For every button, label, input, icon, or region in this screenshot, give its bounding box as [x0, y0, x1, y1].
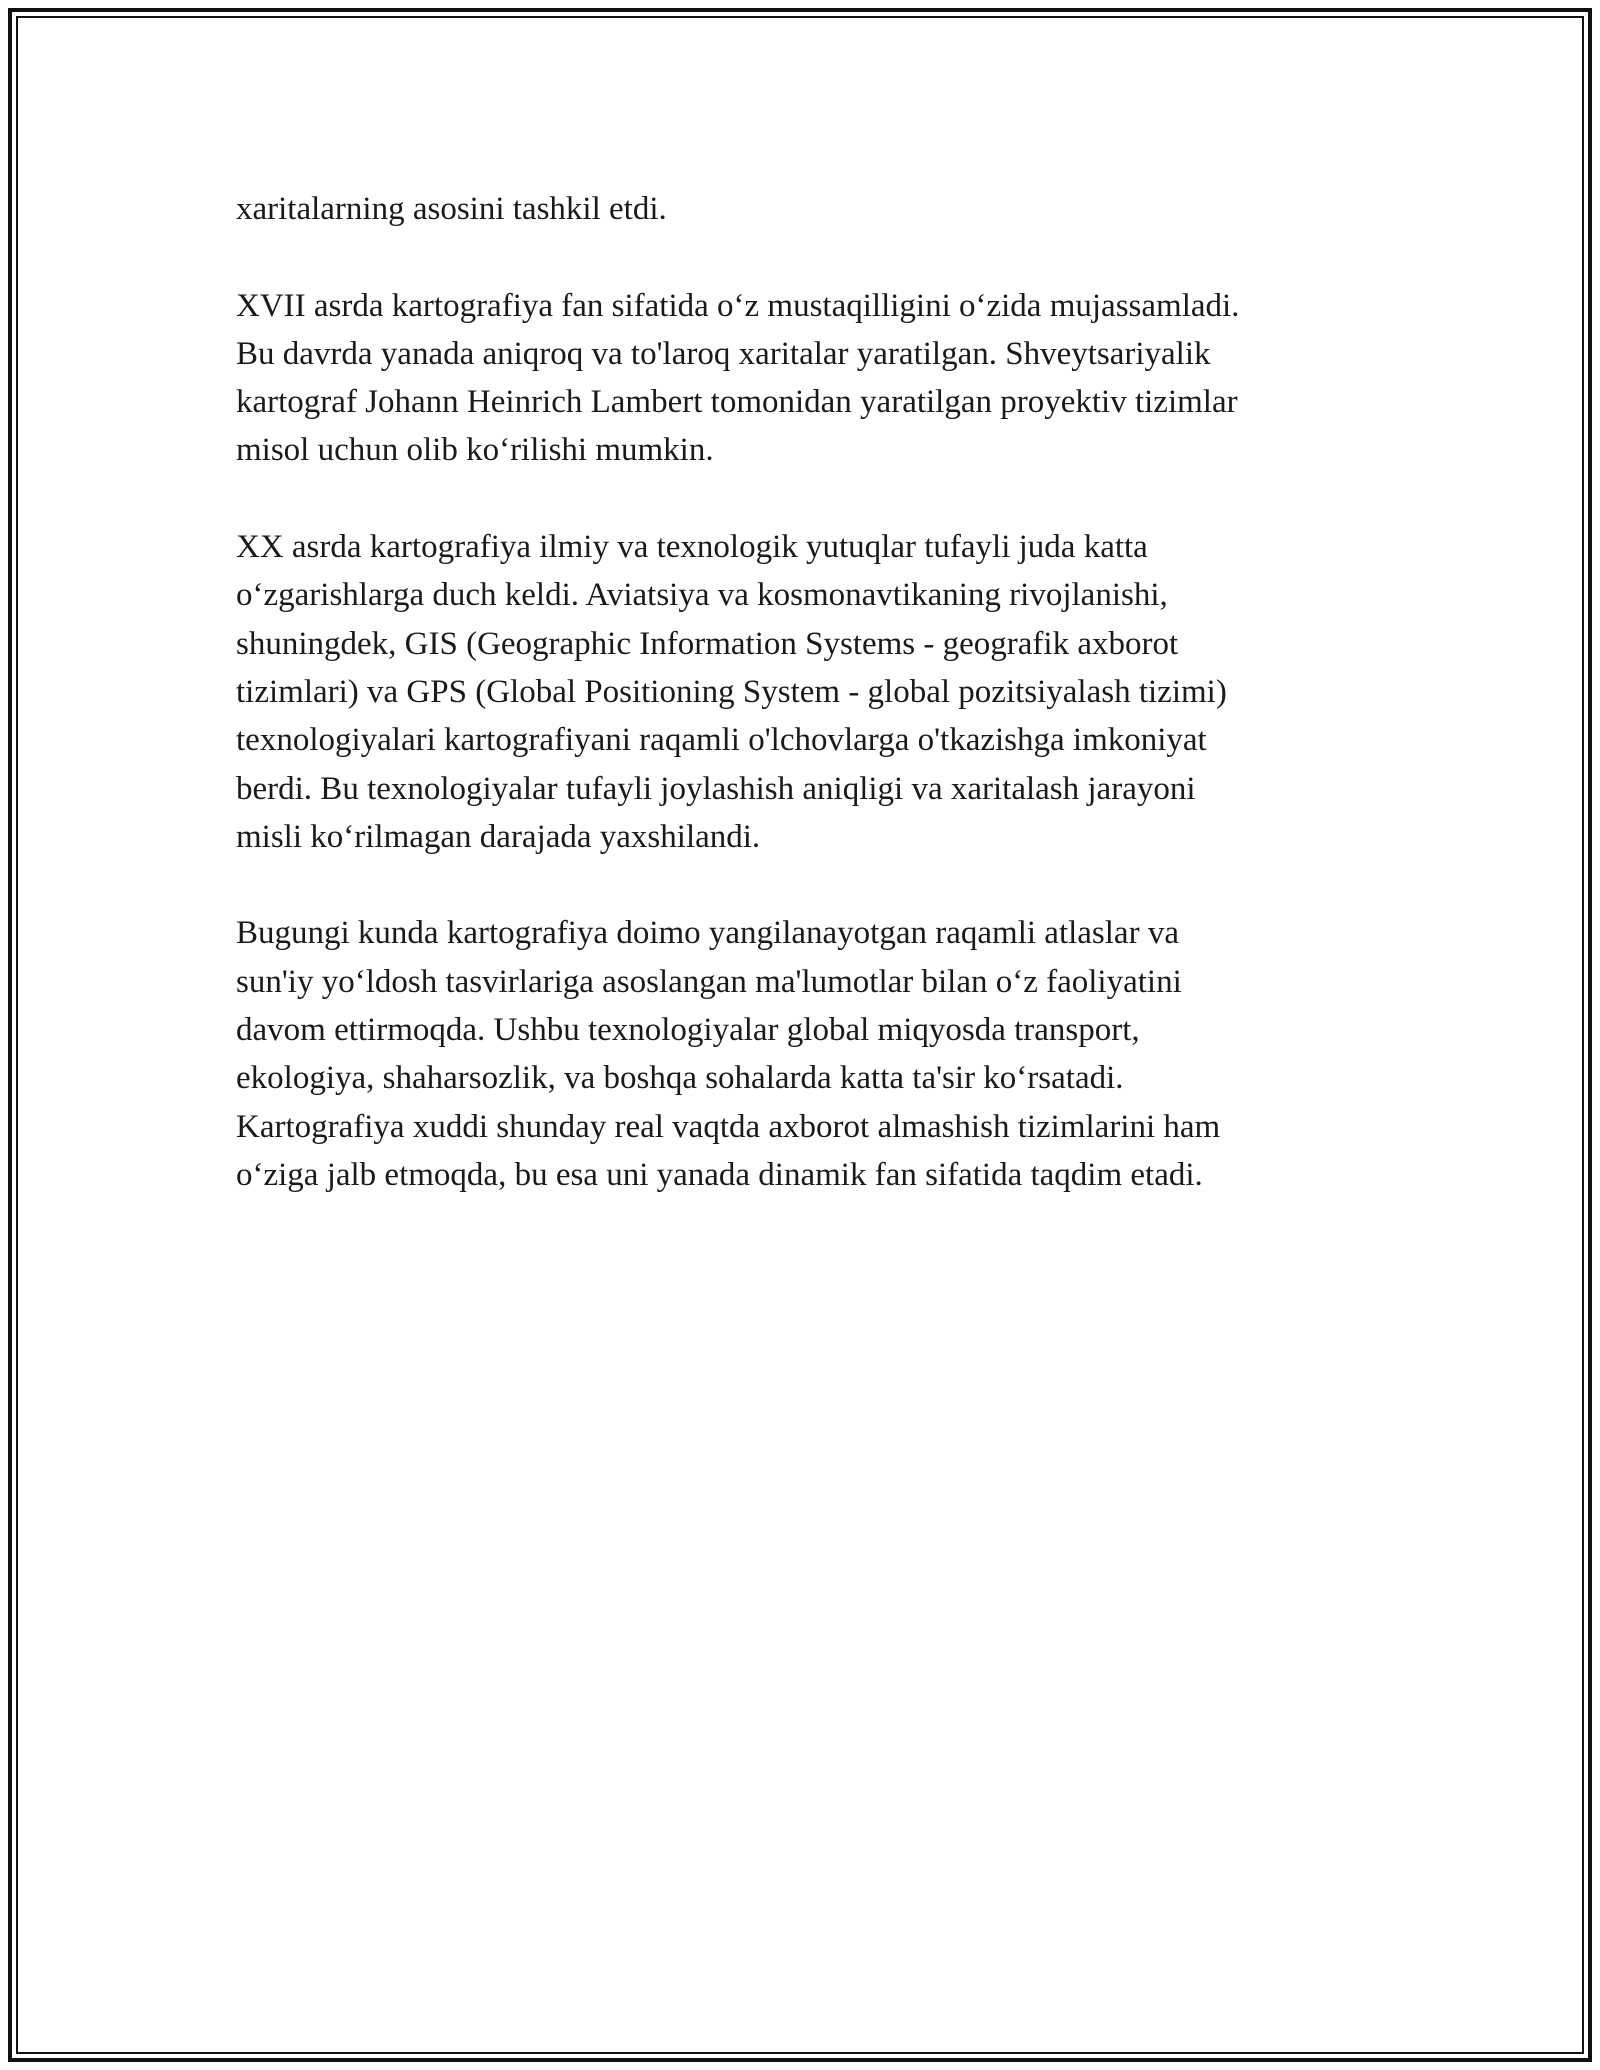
text-line: XX asrda kartografiya ilmiy va texnologik yutuqlar tufayli juda katta [236, 529, 1148, 566]
text-line: ekologiya, shaharsozlik, va boshqa sohalarda katta ta'sir ko‘rsatadi. [236, 1060, 1124, 1097]
text-line: tizimlari) va GPS (Global Positioning System - global pozitsiyalash tizimi) [236, 673, 1227, 710]
text-line: o‘zgarishlarga duch keldi. Aviatsiya va kosmonavtikaning rivojlanishi, [236, 577, 1168, 614]
text-line: davom ettirmoqda. Ushbu texnologiyalar global miqyosda transport, [236, 1012, 1140, 1049]
text-line: shuningdek, GIS (Geographic Information Systems - geografik axborot [236, 625, 1179, 662]
text-line: XVII asrda kartografiya fan sifatida o‘z mustaqilligini o‘zida mujassamladi. [236, 287, 1240, 324]
document-body [236, 185, 1366, 1248]
text-line: xaritalarning asosini tashkil etdi. [236, 191, 667, 227]
text-line: kartograf Johann Heinrich Lambert tomonidan yaratilgan proyektiv tizimlar [236, 384, 1238, 421]
paragraph-continuation [236, 185, 1366, 233]
paragraph-xx-century [236, 523, 1366, 861]
text-line: Bugungi kunda kartografiya doimo yangilanayotgan raqamli atlaslar va [236, 915, 1179, 952]
paragraph-xvii-century [236, 282, 1366, 475]
text-line: texnologiyalari kartografiyani raqamli o'lchovlarga o'tkazishga imkoniyat [236, 722, 1207, 759]
text-line: Kartografiya xuddi shunday real vaqtda axborot almashish tizimlarini ham [236, 1108, 1221, 1145]
text-line: misli ko‘rilmagan darajada yaxshilandi. [236, 818, 761, 855]
text-line: misol uchun olib ko‘rilishi mumkin. [236, 432, 714, 469]
text-line: sun'iy yo‘ldosh tasvirlariga asoslangan ma'lumotlar bilan o‘z faoliyatini [236, 963, 1182, 1000]
text-line: o‘ziga jalb etmoqda, bu esa uni yanada dinamik fan sifatida taqdim etadi. [236, 1156, 1203, 1193]
paragraph-today [236, 909, 1366, 1199]
text-line: berdi. Bu texnologiyalar tufayli joylashish aniqligi va xaritalash jarayoni [236, 770, 1196, 807]
text-line: Bu davrda yanada aniqroq va to'laroq xaritalar yaratilgan. Shveytsariyalik [236, 335, 1211, 372]
